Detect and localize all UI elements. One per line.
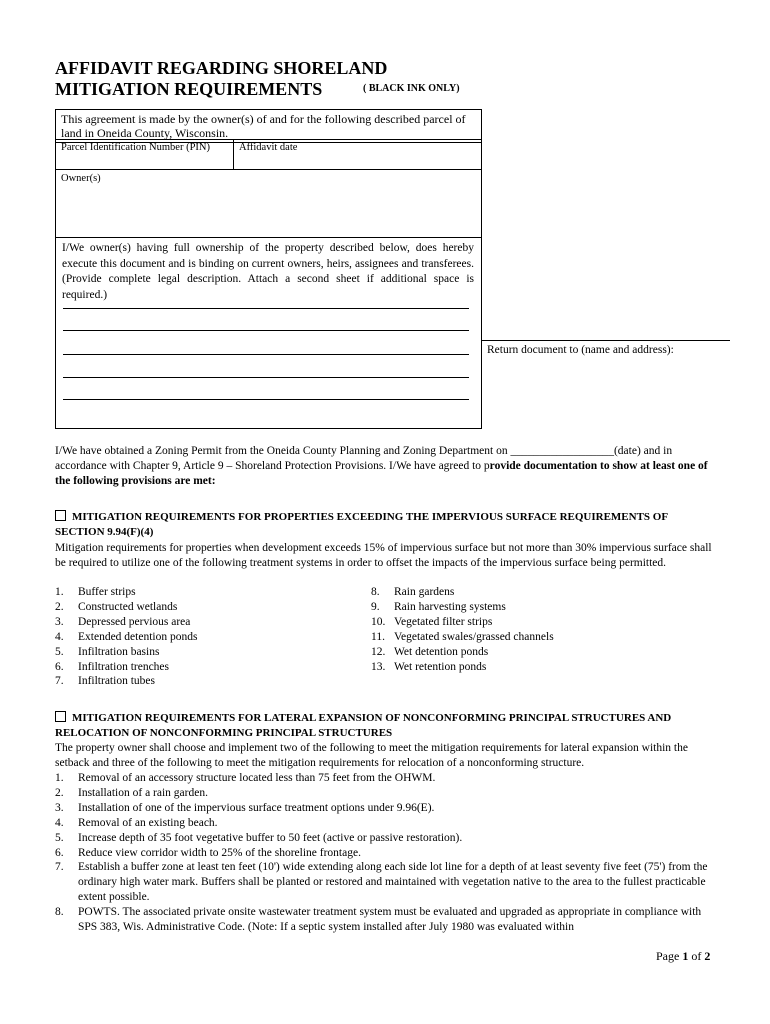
list-item: 5. Infiltration basins [55, 645, 160, 658]
permit-date-blank[interactable]: __________________ [510, 445, 614, 457]
pin-date-row [55, 139, 482, 170]
list-item: 1. Removal of an accessory structure located less than 75 feet from the OHWM. [55, 772, 436, 784]
list-item: 6. Infiltration trenches [55, 660, 170, 673]
list-item: 6. Reduce view corridor width to 25% of the shoreline frontage. [55, 846, 361, 859]
list-item: 3. Installation of one of the impervious surface treatment options under 9.96(E). [55, 801, 435, 814]
legal-description-field[interactable] [55, 237, 482, 429]
affidavit-date-label: Affidavit date [239, 142, 298, 153]
list-item: 11. Vegetated swales/grassed channels [371, 630, 554, 643]
list-item: 2. Constructed wetlands [55, 600, 178, 613]
page-number: Page 1 of 2 [656, 949, 711, 963]
section2-intro: The property owner shall choose and implement two of the following to meet the mitigation requirements for lateral expansion within the setback and three of the following to meet the mitigation requirements for relocation of a nonconforming structure. [55, 742, 688, 769]
return-document-label: Return document to (name and address): [487, 344, 674, 356]
list-item: 3. Depressed pervious area [55, 615, 191, 628]
section1-checkbox[interactable] [55, 510, 66, 521]
permit-text-b: (date) and in accordance with Chapter 9, Article 9 – Shoreland Protection Provisions. I/We have agreed to p [55, 445, 673, 472]
list-item: 8. Rain gardens [371, 586, 455, 598]
list-item: 7. Establish a buffer zone at least ten feet (10') wide extending along each side lot line for a depth of at least seventy five feet (75') from the ordinary high water mark. Buffers shall be planted or restored and maintained with vegetation native to the area to the fullest practicable extent possible. [55, 861, 708, 904]
list-item: 7. Infiltration tubes [55, 675, 155, 688]
title-line-1: AFFIDAVIT REGARDING SHORELAND [55, 58, 388, 78]
legal-line-5 [63, 399, 469, 400]
list-item: 12. Wet detention ponds [371, 645, 489, 658]
owners-label: Owner(s) [61, 173, 101, 184]
legal-line-2 [63, 330, 469, 331]
agreement-intro: This agreement is made by the owner(s) of and for the following described parcel of land in Oneida County, Wisconsin. [55, 109, 482, 143]
list-item: 1. Buffer strips [55, 586, 136, 598]
list-item: 4. Removal of an existing beach. [55, 816, 218, 829]
document-title [55, 58, 387, 100]
section2-heading [55, 711, 715, 740]
list-item: 4. Extended detention ponds [55, 630, 198, 643]
section1-list-right [371, 585, 711, 674]
section1-intro: Mitigation requirements for properties when development exceeds 15% of impervious surface but not more than 30% impervious surface shall be required to utilize one of the following treatment systems in order to offset the impacts of the impervious surface being permitted. [55, 542, 712, 569]
black-ink-note: ( BLACK INK ONLY) [363, 83, 460, 94]
section1-heading-text: MITIGATION REQUIREMENTS FOR PROPERTIES EXCEEDING THE IMPERVIOUS SURFACE REQUIREMENTS OF SECTION 9.94(F)(4) [55, 511, 668, 538]
list-item: 2. Installation of a rain garden. [55, 786, 208, 799]
list-item: 10. Vegetated filter strips [371, 615, 493, 628]
permit-statement [55, 444, 715, 489]
pin-field[interactable] [56, 140, 234, 169]
return-divider [482, 340, 730, 341]
section1-heading [55, 510, 715, 539]
owners-field[interactable] [55, 169, 482, 238]
section2-list [55, 771, 715, 935]
permit-bold-text: rovide documentation to show at least one of the following provisions are met: [55, 460, 708, 487]
list-item: 8. POWTS. The associated private onsite wastewater treatment system must be evaluated and upgraded as appropriate in compliance with SPS 383, Wis. Administrative Code. (Note: If a septic system installed after July 1980 was evaluated within [55, 906, 702, 934]
permit-text-a: I/We have obtained a Zoning Permit from the Oneida County Planning and Zoning Department on [55, 445, 511, 457]
pin-label: Parcel Identification Number (PIN) [61, 142, 210, 153]
legal-line-4 [63, 377, 469, 378]
list-item: 9. Rain harvesting systems [371, 600, 506, 613]
title-line-2: MITIGATION REQUIREMENTS [55, 79, 323, 99]
list-item: 13. Wet retention ponds [371, 660, 487, 673]
legal-line-1 [63, 308, 469, 309]
section2-checkbox[interactable] [55, 711, 66, 722]
section2-heading-text: MITIGATION REQUIREMENTS FOR LATERAL EXPANSION OF NONCONFORMING PRINCIPAL STRUCTURES AND RELOCATION OF NONCONFORMING PRINCIPAL STRUCTURES [55, 712, 672, 739]
legal-line-3 [63, 354, 469, 355]
section1-list-left [55, 585, 355, 689]
legal-description-instructions: I/We owner(s) having full ownership of the property described below, does hereby execute this document and is binding on current owners, heirs, assignees and transferees. (Provide complete legal description. Attach a second sheet if additional space is required.) [62, 242, 474, 301]
list-item: 5. Increase depth of 35 foot vegetative buffer to 50 feet (active or passive restoration). [55, 831, 463, 844]
